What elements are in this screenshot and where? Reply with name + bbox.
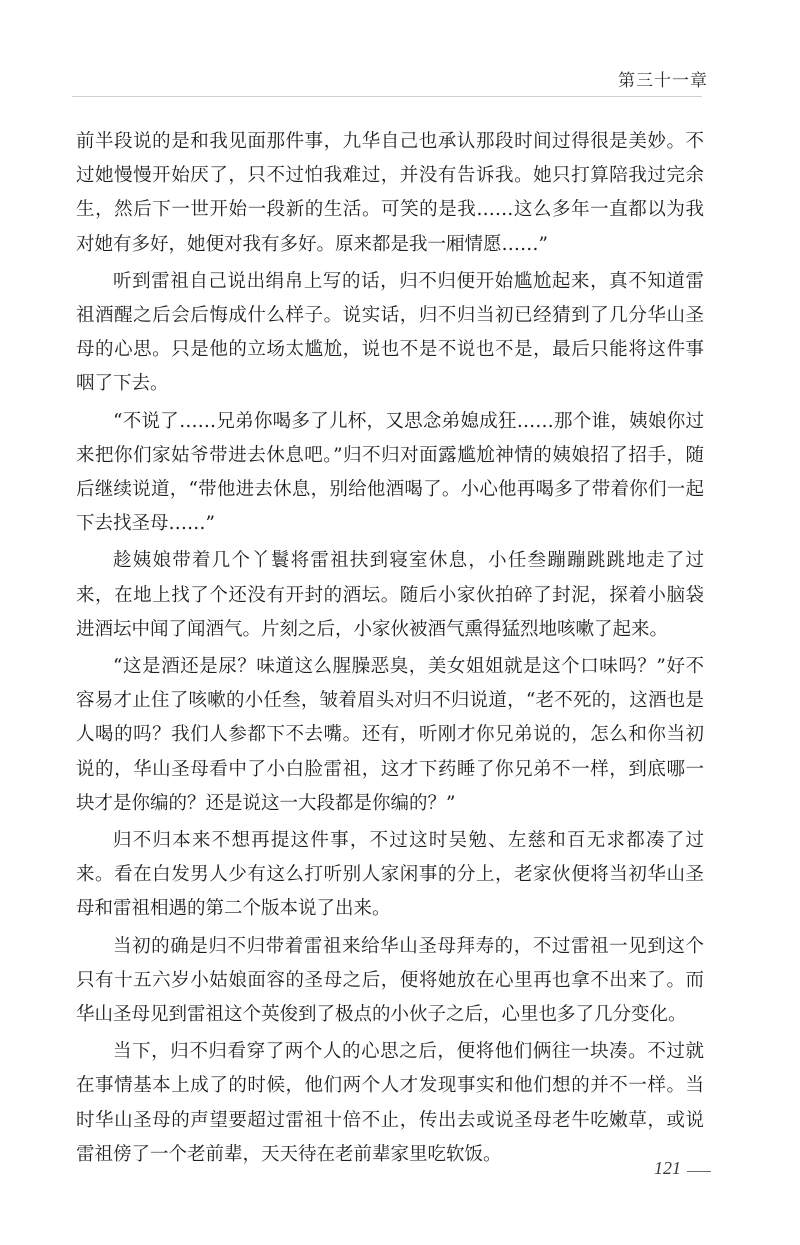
paragraph-5: “这是酒还是尿？味道这么腥臊恶臭，美女姐姐就是这个口味吗？”好不容易才止住了咳嗽的小任叁，皱着眉头对归不归说道，“老不死的，这酒也是人喝的吗？我们人参都下不去嘴。还有，听刚才你兄弟说的，怎么和你当初说的，华山圣母看中了小白脸雷祖，这才下药睡了你兄弟不一样，到底哪一块才是你编的？还是说这一大段都是你编的？”: [76, 656, 704, 814]
paragraph-2: 听到雷祖自己说出绢帛上写的话，归不归便开始尴尬起来，真不知道雷祖酒醒之后会后悔成什么样子。说实话，归不归当初已经猜到了几分华山圣母的心思。只是他的立场太尴尬，说也不是不说也不是，最后只能将这件事咽了下去。: [76, 270, 704, 395]
paragraph-1: 前半段说的是和我见面那件事，九华自己也承认那段时间过得很是美妙。不过她慢慢开始厌了，只不过怕我难过，并没有告诉我。她只打算陪我过完余生，然后下一世开始一段新的生活。可笑的是我……这么多年一直都以为我对她有多好，她便对我有多好。原来都是我一厢情愿……”: [76, 131, 704, 255]
page-number: 121: [654, 1158, 681, 1178]
paragraph-7: 当初的确是归不归带着雷祖来给华山圣母拜寿的，不过雷祖一见到这个只有十五六岁小姑娘面容的圣母之后，便将她放在心里再也拿不出来了。而华山圣母见到雷祖这个英俊到了极点的小伙子之后，心里也多了几分变化。: [76, 935, 704, 1026]
page-number-rule: [687, 1171, 711, 1172]
paragraph-3: “不说了……兄弟你喝多了儿杯，又思念弟媳成狂……那个谁，姨娘你过来把你们家姑爷带进去休息吧。”归不归对面露尴尬神情的姨娘招了招手，随后继续说道，“带他进去休息，别给他酒喝了。小心他再喝多了带着你们一起下去找圣母……”: [76, 410, 704, 535]
body-text: [76, 125, 704, 1175]
paragraph-6: 归不归本来不想再提这件事，不过这时吴勉、左慈和百无求都凑了过来。看在白发男人少有这么打听别人家闲事的分上，老家伙便将当初华山圣母和雷祖相遇的第二个版本说了出来。: [76, 830, 704, 920]
paragraph-8: 当下，归不归看穿了两个人的心思之后，便将他们俩往一块凑。不过就在事情基本上成了的时候，他们两个人才发现事实和他们想的并不一样。当时华山圣母的声望要超过雷祖十倍不止，传出去或说圣母老牛吃嫩草，或说雷祖傍了一个老前辈，天天待在老前辈家里吃软饭。: [76, 1041, 704, 1165]
header-divider: [72, 96, 702, 97]
chapter-header: 第三十一章: [618, 71, 708, 91]
paragraph-4: 趁姨娘带着几个丫鬟将雷祖扶到寝室休息，小任叁蹦蹦跳跳地走了过来，在地上找了个还没有开封的酒坛。随后小家伙拍碎了封泥，探着小脑袋进酒坛中闻了闻酒气。片刻之后，小家伙被酒气熏得猛烈地咳嗽了起来。: [76, 550, 704, 640]
